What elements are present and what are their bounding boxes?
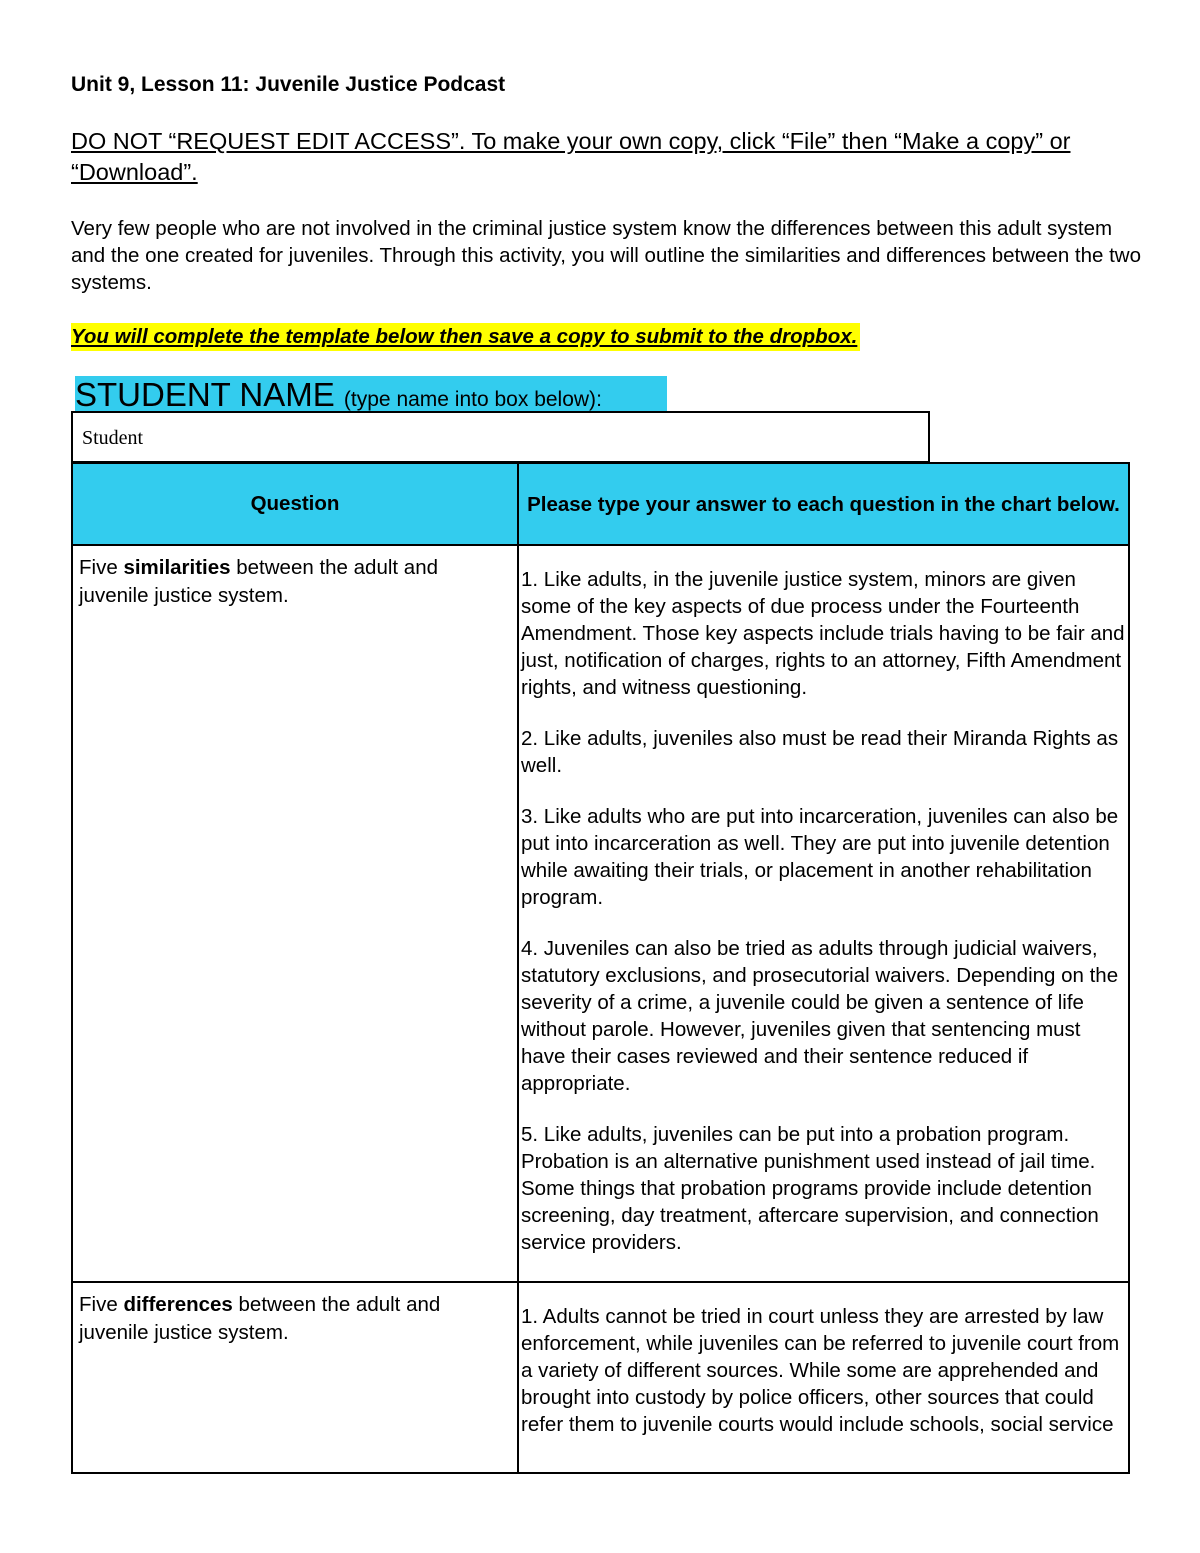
answer-item: 3. Like adults who are put into incarceration, juveniles can also be put into incarceration as well. They are put into juvenile detention while awaiting their trials, or placement in another rehabilitation program. [521, 805, 1119, 909]
answer-item: 1. Adults cannot be tried in court unless they are arrested by law enforcement, while juveniles can be referred to juvenile court from a variety of different sources. While some are apprehended and brought into custody by police officers, other sources that could refer them to juvenile courts would include schools, social service [521, 1305, 1120, 1436]
table-row-differences [72, 1282, 1129, 1473]
answer-item: 2. Like adults, juveniles also must be read their Miranda Rights as well. [521, 727, 1119, 777]
answer-item: 1. Like adults, in the juvenile justice system, minors are given some of the key aspects of due process under the Fourteenth Amendment. Those key aspects include trials having to be fair and just, notification of charges, rights to an attorney, Fifth Amendment rights, and witness questioning. [521, 568, 1125, 699]
lesson-title: Unit 9, Lesson 11: Juvenile Justice Podcast [71, 73, 506, 96]
question-suffix: between the adult and juvenile justice system. [79, 556, 439, 607]
answer-item: 5. Like adults, juveniles can be put into a probation program. Probation is an alternative punishment used instead of jail time. Some things that probation programs provide include detention screening, day treatment, aftercare supervision, and connection service providers. [521, 1123, 1099, 1254]
submission-instruction: You will complete the template below then save a copy to submit to the dropbox. [71, 323, 860, 351]
answer-cell[interactable] [518, 545, 1129, 1282]
question-column-header: Question [72, 463, 518, 545]
student-name-colon: : [596, 388, 602, 411]
answer-table [71, 462, 1130, 1474]
question-cell [72, 1282, 518, 1473]
intro-paragraph: Very few people who are not involved in the criminal justice system know the differences between this adult system and the one created for juveniles. Through this activity, you will outline the similarities and differences between the two systems. [71, 217, 1142, 294]
question-keyword: similarities [123, 556, 231, 579]
answer-item: 4. Juveniles can also be tried as adults through judicial waivers, statutory exclusions, and prosecutorial waivers. Depending on the severity of a crime, a juvenile could be given a sentence of life without parole. However, juveniles given that sentencing must have their cases reviewed and their sentence reduced if appropriate. [521, 937, 1119, 1095]
question-suffix: between the adult and juvenile justice system. [79, 1293, 441, 1344]
question-prefix: Five [79, 1293, 124, 1316]
question-prefix: Five [79, 556, 124, 579]
student-name-label [75, 376, 667, 412]
question-cell [72, 545, 518, 1282]
student-name-hint: (type name into box below) [343, 388, 597, 411]
table-row-similarities [72, 545, 1129, 1282]
table-header-row [72, 463, 1129, 545]
edit-access-warning: DO NOT “REQUEST EDIT ACCESS”. To make your own copy, click “File” then “Make a copy” or “Download”. [71, 128, 1071, 185]
student-name-label-text: STUDENT NAME [75, 376, 335, 412]
student-name-input[interactable]: Student [71, 411, 930, 463]
answer-cell[interactable] [518, 1282, 1129, 1473]
question-keyword: differences [123, 1293, 233, 1316]
answer-column-header: Please type your answer to each question in the chart below. [518, 463, 1129, 545]
